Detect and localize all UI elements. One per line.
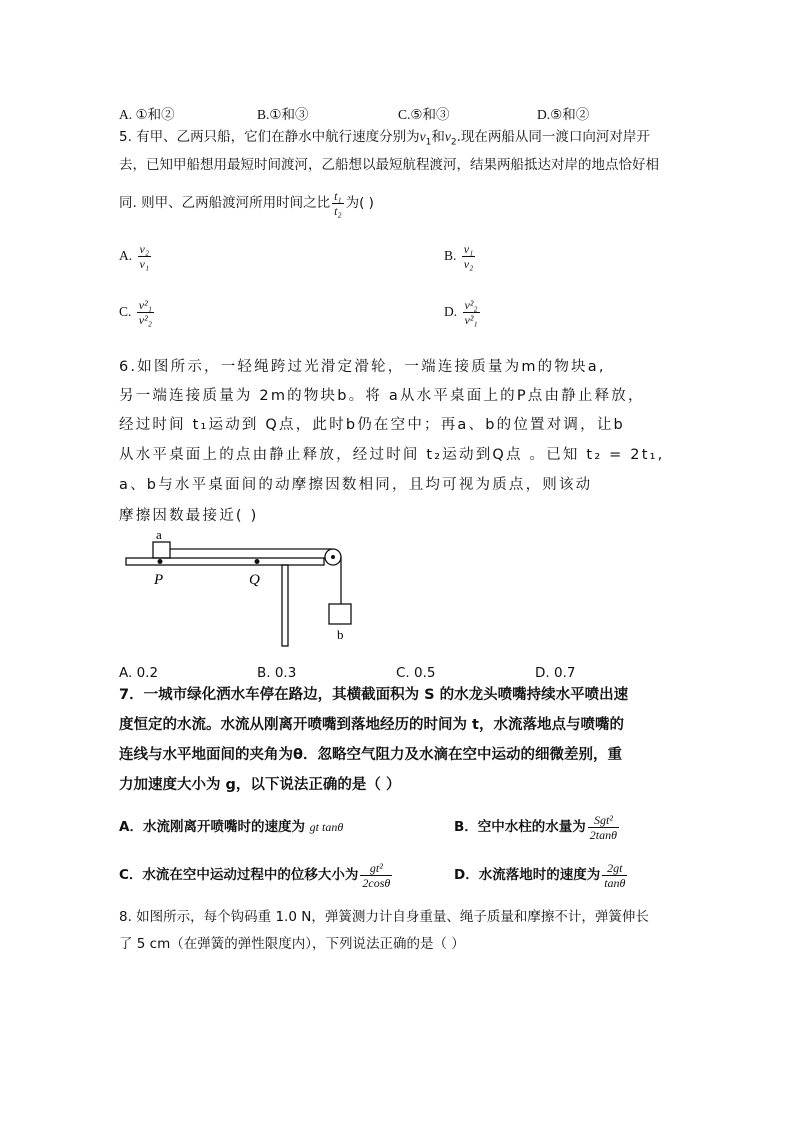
- q5-ratio-fraction: $\frac{\text{t₁}}{\text{t₂}}$: [334, 188, 342, 218]
- q5-option-a: A. $\frac{\text{v₂}}{\text{v₁}}$: [119, 242, 149, 272]
- q7-option-d: D．水流落地时的速度为 $\frac{2gt}{\tan\theta}$: [454, 860, 626, 890]
- q5-line-2: 去，已知甲船想用最短时间渡河，乙船想以最短航程渡河，结果两船抵达对岸的地点恰好相: [119, 157, 659, 173]
- block-a: [153, 542, 170, 558]
- pulley-figure: [118, 524, 358, 652]
- point-p-marker: [158, 559, 163, 564]
- q4-option-d: D.⑤和②: [537, 107, 590, 122]
- q5-option-c: C. $\frac{\text{v²₁}}{\text{v²₂}}$: [119, 298, 152, 328]
- q7-line-2: 度恒定的水流。水流从刚离开喷嘴到落地经历的时间为 t，水流落地点与喷嘴的: [119, 717, 624, 733]
- q6-line-4: 从水平桌面上的点由静止释放，经过时间 t₂运动到Q点 。已知 t₂ = 2t₁,: [119, 447, 665, 463]
- pulley-axle: [331, 555, 335, 559]
- q6-option-c: C. 0.5: [396, 665, 436, 681]
- q6-line-2: 另一端连接质量为 2m的物块b。将 a从水平桌面上的P点由静止释放，: [119, 388, 645, 404]
- table-top: [126, 558, 324, 565]
- q6-option-b: B. 0.3: [257, 665, 297, 681]
- q5-option-d: D. $\frac{\text{v²₂}}{\text{v²₁}}$: [444, 298, 478, 328]
- label-p: P: [154, 572, 164, 588]
- q5-line-3: 同. 则甲、乙两船渡河所用时间之比 $\frac{\text{t₁}}{\text{t₂}}$ 为( ): [119, 188, 374, 218]
- q7-line-4: 力加速度大小为 g，以下说法正确的是（ ）: [119, 777, 401, 793]
- table-leg: [282, 565, 288, 646]
- block-b: [329, 604, 351, 624]
- q6-line-5: a、b与水平桌面间的动摩擦因数相同，且均可视为质点，则该动: [119, 477, 593, 493]
- point-q-marker: [255, 559, 260, 564]
- label-b: b: [337, 627, 344, 642]
- q7-line-3: 连线与水平地面间的夹角为θ．忽略空气阻力及水滴在空中运动的细微差别，重: [119, 747, 622, 763]
- q5-line-1: 5. 有甲、乙两只船，它们在静水中航行速度分别为$v_1$和$v_2$.现在两船从同一渡口向河对岸开: [119, 129, 650, 148]
- q7-option-a: A．水流刚离开喷嘴时的速度为 gt tanθ: [119, 819, 344, 835]
- label-q: Q: [249, 572, 260, 588]
- q7-line-1: 7．一城市绿化洒水车停在路边，其横截面积为 S 的水龙头喷嘴持续水平喷出速: [119, 687, 629, 703]
- q6-option-d: D. 0.7: [535, 665, 576, 681]
- q7-option-b: B．空中水柱的水量为 $\frac{\text{Sgt²}}{2\tan\theta}$: [454, 812, 618, 842]
- q7-option-c: C．水流在空中运动过程中的位移大小为 $\frac{\text{gt²}}{2\cos\theta}$: [119, 860, 391, 890]
- q8-line-1: 8. 如图所示，每个钩码重 1.0 N，弹簧测力计自身重量、绳子质量和摩擦不计，弹簧伸长: [119, 909, 649, 925]
- q4-option-c: C.⑤和③: [398, 107, 450, 122]
- q6-option-a: A. 0.2: [119, 665, 159, 681]
- q6-line-3: 经过时间 t₁运动到 Q点，此时b仍在空中；再a、b的位置对调，让b: [119, 417, 625, 433]
- q6-line-6: 摩擦因数最接近( ): [119, 508, 259, 524]
- q4-option-b: B.①和③: [257, 107, 309, 122]
- label-a: a: [156, 527, 162, 542]
- q8-line-2: 了 5 cm（在弹簧的弹性限度内），下列说法正确的是（ ）: [119, 936, 465, 952]
- q4-option-a: A. ①和②: [119, 107, 175, 122]
- q5-option-b: B. $\frac{\text{v₁}}{\text{v₂}}$: [444, 242, 474, 272]
- q6-line-1: 6.如图所示，一轻绳跨过光滑定滑轮，一端连接质量为m的物块a,: [119, 359, 606, 375]
